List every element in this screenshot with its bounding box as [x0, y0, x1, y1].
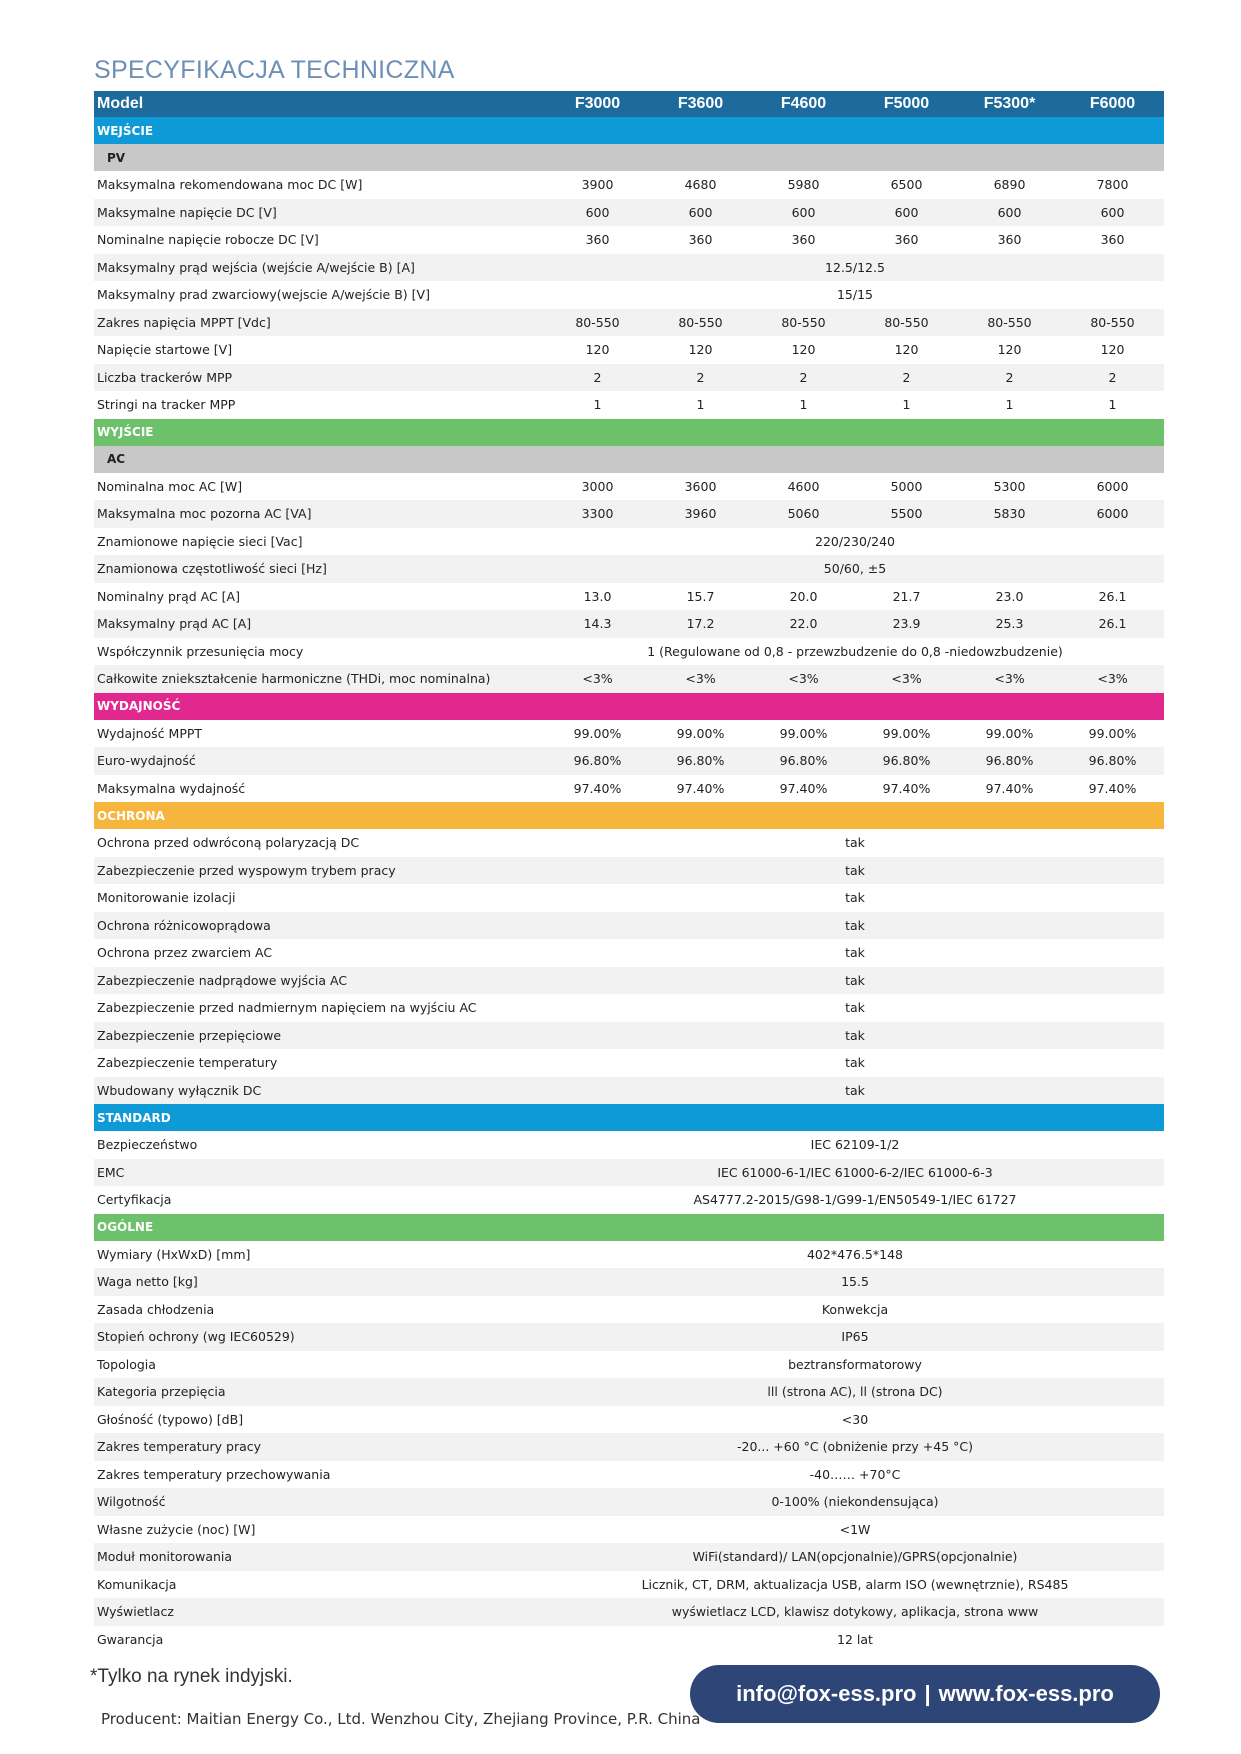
header-model-f5000: F5000 — [855, 91, 958, 117]
cell-value-merged: lll (strona AC), ll (strona DC) — [546, 1378, 1164, 1406]
table-row — [94, 1159, 1164, 1187]
table-header-row — [94, 91, 1164, 117]
row-label: Maksymalna moc pozorna AC [VA] — [94, 500, 546, 528]
cell-value-merged: AS4777.2-2015/G98-1/G99-1/EN50549-1/IEC 61727 — [546, 1186, 1164, 1214]
cell-value: 15.7 — [649, 583, 752, 611]
cell-value: 96.80% — [546, 747, 649, 775]
cell-value: 97.40% — [855, 775, 958, 803]
cell-value: 97.40% — [752, 775, 855, 803]
header-model-f5300: F5300* — [958, 91, 1061, 117]
cell-value-merged: tak — [546, 884, 1164, 912]
cell-value: 97.40% — [1061, 775, 1164, 803]
row-label: Maksymalny prąd wejścia (wejście A/wejście B) [A] — [94, 254, 546, 282]
cell-value-merged: Licznik, CT, DRM, aktualizacja USB, alarm ISO (wewnętrznie), RS485 — [546, 1571, 1164, 1599]
cell-value: 99.00% — [958, 720, 1061, 748]
cell-value: 80-550 — [649, 309, 752, 337]
subsection-label: AC — [94, 446, 1164, 473]
cell-value: 360 — [649, 226, 752, 254]
cell-value-merged: IEC 61000-6-1/IEC 61000-6-2/IEC 61000-6-3 — [546, 1159, 1164, 1187]
cell-value: 3600 — [649, 473, 752, 501]
contact-banner — [690, 1665, 1160, 1723]
cell-value: 80-550 — [546, 309, 649, 337]
cell-value-merged: 1 (Regulowane od 0,8 - przewzbudzenie do 0,8 -niedowzbudzenie) — [546, 638, 1164, 666]
cell-value: 360 — [752, 226, 855, 254]
row-label: Głośność (typowo) [dB] — [94, 1406, 546, 1434]
row-label: Moduł monitorowania — [94, 1543, 546, 1571]
cell-value: 1 — [855, 391, 958, 419]
cell-value-merged: tak — [546, 857, 1164, 885]
table-row — [94, 1323, 1164, 1351]
cell-value: 1 — [752, 391, 855, 419]
row-label: Zakres temperatury przechowywania — [94, 1461, 546, 1489]
row-label: Zabezpieczenie przepięciowe — [94, 1022, 546, 1050]
row-label: Maksymalny prad zwarciowy(wejscie A/wejście B) [V] — [94, 281, 546, 309]
table-row — [94, 1571, 1164, 1599]
cell-value: 600 — [649, 199, 752, 227]
section-label: OGÓLNE — [94, 1214, 1164, 1241]
cell-value: 99.00% — [752, 720, 855, 748]
producer-info: Producent: Maitian Energy Co., Ltd. Wenzhou City, Zhejiang Province, P.R. China — [101, 1710, 701, 1728]
cell-value-merged: 50/60, ±5 — [546, 555, 1164, 583]
cell-value: 120 — [752, 336, 855, 364]
row-label: Certyfikacja — [94, 1186, 546, 1214]
table-row — [94, 226, 1164, 254]
cell-value: 120 — [546, 336, 649, 364]
cell-value: 21.7 — [855, 583, 958, 611]
cell-value: 600 — [855, 199, 958, 227]
cell-value: 360 — [546, 226, 649, 254]
header-model-f3600: F3600 — [649, 91, 752, 117]
footnote: *Tylko na rynek indyjski. — [90, 1666, 293, 1687]
cell-value-merged: tak — [546, 1049, 1164, 1077]
contact-website-link[interactable]: www.fox-ess.pro — [938, 1681, 1114, 1706]
page-title: SPECYFIKACJA TECHNICZNA — [94, 56, 455, 84]
cell-value: 80-550 — [958, 309, 1061, 337]
cell-value: 96.80% — [855, 747, 958, 775]
cell-value: 25.3 — [958, 610, 1061, 638]
cell-value: 14.3 — [546, 610, 649, 638]
cell-value-merged: tak — [546, 829, 1164, 857]
table-row — [94, 1131, 1164, 1159]
row-label: Liczba trackerów MPP — [94, 364, 546, 392]
cell-value-merged: tak — [546, 1022, 1164, 1050]
row-label: EMC — [94, 1159, 546, 1187]
cell-value: 600 — [752, 199, 855, 227]
table-row — [94, 254, 1164, 282]
cell-value: 99.00% — [1061, 720, 1164, 748]
row-label: Waga netto [kg] — [94, 1268, 546, 1296]
table-row — [94, 1049, 1164, 1077]
cell-value: 26.1 — [1061, 610, 1164, 638]
subsection-header — [94, 446, 1164, 473]
table-row — [94, 171, 1164, 199]
subsection-label: PV — [94, 144, 1164, 171]
cell-value: 3000 — [546, 473, 649, 501]
row-label: Nominalny prąd AC [A] — [94, 583, 546, 611]
cell-value: 2 — [752, 364, 855, 392]
row-label: Znamionowa częstotliwość sieci [Hz] — [94, 555, 546, 583]
subsection-header — [94, 144, 1164, 171]
cell-value-merged: <1W — [546, 1516, 1164, 1544]
row-label: Maksymalna rekomendowana moc DC [W] — [94, 171, 546, 199]
table-row — [94, 1268, 1164, 1296]
row-label: Wymiary (HxWxD) [mm] — [94, 1241, 546, 1269]
cell-value: 600 — [546, 199, 649, 227]
cell-value: 96.80% — [1061, 747, 1164, 775]
cell-value: 5000 — [855, 473, 958, 501]
table-row — [94, 1022, 1164, 1050]
cell-value: 360 — [855, 226, 958, 254]
cell-value-merged: 15/15 — [546, 281, 1164, 309]
cell-value: 96.80% — [649, 747, 752, 775]
table-row — [94, 199, 1164, 227]
row-label: Wyświetlacz — [94, 1598, 546, 1626]
table-row — [94, 610, 1164, 638]
cell-value-merged: 15.5 — [546, 1268, 1164, 1296]
cell-value-merged: beztransformatorowy — [546, 1351, 1164, 1379]
cell-value: 6000 — [1061, 500, 1164, 528]
cell-value: 22.0 — [752, 610, 855, 638]
table-row — [94, 281, 1164, 309]
cell-value: 6500 — [855, 171, 958, 199]
row-label: Zabezpieczenie nadprądowe wyjścia AC — [94, 967, 546, 995]
cell-value: 99.00% — [855, 720, 958, 748]
contact-separator: | — [924, 1681, 931, 1706]
table-row — [94, 857, 1164, 885]
cell-value: 1 — [546, 391, 649, 419]
cell-value: <3% — [855, 665, 958, 693]
cell-value: 1 — [1061, 391, 1164, 419]
row-label: Zabezpieczenie temperatury — [94, 1049, 546, 1077]
cell-value-merged: 220/230/240 — [546, 528, 1164, 556]
table-row — [94, 939, 1164, 967]
header-model-f3000: F3000 — [546, 91, 649, 117]
table-row — [94, 1241, 1164, 1269]
cell-value: 6890 — [958, 171, 1061, 199]
cell-value-merged: 0-100% (niekondensująca) — [546, 1488, 1164, 1516]
cell-value: 97.40% — [546, 775, 649, 803]
cell-value: <3% — [1061, 665, 1164, 693]
cell-value-merged: WiFi(standard)/ LAN(opcjonalnie)/GPRS(opcjonalnie) — [546, 1543, 1164, 1571]
header-model-label: Model — [94, 91, 546, 117]
cell-value: 3960 — [649, 500, 752, 528]
table-row — [94, 829, 1164, 857]
contact-email-link[interactable]: info@fox-ess.pro — [736, 1681, 917, 1706]
cell-value: 80-550 — [855, 309, 958, 337]
table-row — [94, 720, 1164, 748]
header-model-f4600: F4600 — [752, 91, 855, 117]
table-row — [94, 1626, 1164, 1654]
table-row — [94, 1598, 1164, 1626]
table-row — [94, 1543, 1164, 1571]
row-label: Euro-wydajność — [94, 747, 546, 775]
header-model-f6000: F6000 — [1061, 91, 1164, 117]
cell-value: 120 — [649, 336, 752, 364]
cell-value: 20.0 — [752, 583, 855, 611]
cell-value: 7800 — [1061, 171, 1164, 199]
row-label: Ochrona różnicowoprądowa — [94, 912, 546, 940]
cell-value-merged: tak — [546, 1077, 1164, 1105]
cell-value-merged: tak — [546, 994, 1164, 1022]
cell-value: 1 — [958, 391, 1061, 419]
cell-value: 360 — [958, 226, 1061, 254]
cell-value: <3% — [958, 665, 1061, 693]
section-header — [94, 1214, 1164, 1241]
cell-value: <3% — [649, 665, 752, 693]
cell-value: 2 — [649, 364, 752, 392]
row-label: Napięcie startowe [V] — [94, 336, 546, 364]
cell-value-merged: tak — [546, 939, 1164, 967]
cell-value: 26.1 — [1061, 583, 1164, 611]
cell-value: 360 — [1061, 226, 1164, 254]
row-label: Zabezpieczenie przed nadmiernym napięciem na wyjściu AC — [94, 994, 546, 1022]
cell-value: 5060 — [752, 500, 855, 528]
cell-value-merged: 402*476.5*148 — [546, 1241, 1164, 1269]
cell-value: 96.80% — [958, 747, 1061, 775]
row-label: Maksymalne napięcie DC [V] — [94, 199, 546, 227]
row-label: Stopień ochrony (wg IEC60529) — [94, 1323, 546, 1351]
table-row — [94, 747, 1164, 775]
cell-value: 120 — [1061, 336, 1164, 364]
cell-value: 99.00% — [546, 720, 649, 748]
cell-value-merged: <30 — [546, 1406, 1164, 1434]
row-label: Znamionowe napięcie sieci [Vac] — [94, 528, 546, 556]
cell-value-merged: -40…… +70°C — [546, 1461, 1164, 1489]
cell-value: 2 — [958, 364, 1061, 392]
cell-value: 2 — [546, 364, 649, 392]
table-row — [94, 336, 1164, 364]
section-label: WEJŚCIE — [94, 117, 1164, 144]
table-row — [94, 1461, 1164, 1489]
section-header — [94, 1104, 1164, 1131]
table-row — [94, 391, 1164, 419]
table-row — [94, 994, 1164, 1022]
table-row — [94, 473, 1164, 501]
cell-value: 5500 — [855, 500, 958, 528]
table-row — [94, 665, 1164, 693]
section-header — [94, 117, 1164, 144]
row-label: Komunikacja — [94, 1571, 546, 1599]
table-row — [94, 638, 1164, 666]
cell-value: 97.40% — [649, 775, 752, 803]
cell-value: 4600 — [752, 473, 855, 501]
cell-value: 17.2 — [649, 610, 752, 638]
section-label: OCHRONA — [94, 802, 1164, 829]
row-label: Ochrona przez zwarciem AC — [94, 939, 546, 967]
cell-value: 600 — [1061, 199, 1164, 227]
row-label: Wydajność MPPT — [94, 720, 546, 748]
cell-value: 5300 — [958, 473, 1061, 501]
cell-value: 4680 — [649, 171, 752, 199]
cell-value-merged: tak — [546, 967, 1164, 995]
section-label: STANDARD — [94, 1104, 1164, 1131]
row-label: Zabezpieczenie przed wyspowym trybem pracy — [94, 857, 546, 885]
spec-table — [94, 91, 1164, 1653]
row-label: Ochrona przed odwróconą polaryzacją DC — [94, 829, 546, 857]
cell-value: 99.00% — [649, 720, 752, 748]
row-label: Całkowite zniekształcenie harmoniczne (THDi, moc nominalna) — [94, 665, 546, 693]
table-row — [94, 583, 1164, 611]
section-header — [94, 419, 1164, 446]
cell-value: <3% — [752, 665, 855, 693]
cell-value-merged: -20... +60 °C (obniżenie przy +45 °C) — [546, 1433, 1164, 1461]
cell-value-merged: IEC 62109-1/2 — [546, 1131, 1164, 1159]
cell-value: 3900 — [546, 171, 649, 199]
row-label: Kategoria przepięcia — [94, 1378, 546, 1406]
row-label: Wilgotność — [94, 1488, 546, 1516]
cell-value: <3% — [546, 665, 649, 693]
cell-value-merged: IP65 — [546, 1323, 1164, 1351]
row-label: Bezpieczeństwo — [94, 1131, 546, 1159]
table-row — [94, 1488, 1164, 1516]
cell-value: 600 — [958, 199, 1061, 227]
section-header — [94, 693, 1164, 720]
cell-value: 2 — [1061, 364, 1164, 392]
cell-value: 80-550 — [1061, 309, 1164, 337]
section-header — [94, 802, 1164, 829]
cell-value-merged: tak — [546, 912, 1164, 940]
row-label: Zakres napięcia MPPT [Vdc] — [94, 309, 546, 337]
cell-value: 5830 — [958, 500, 1061, 528]
table-row — [94, 884, 1164, 912]
table-row — [94, 912, 1164, 940]
row-label: Topologia — [94, 1351, 546, 1379]
table-row — [94, 1516, 1164, 1544]
table-row — [94, 775, 1164, 803]
cell-value-merged: 12.5/12.5 — [546, 254, 1164, 282]
row-label: Zasada chłodzenia — [94, 1296, 546, 1324]
cell-value: 23.9 — [855, 610, 958, 638]
row-label: Własne zużycie (noc) [W] — [94, 1516, 546, 1544]
row-label: Maksymalna wydajność — [94, 775, 546, 803]
cell-value: 23.0 — [958, 583, 1061, 611]
table-row — [94, 1378, 1164, 1406]
row-label: Zakres temperatury pracy — [94, 1433, 546, 1461]
row-label: Maksymalny prąd AC [A] — [94, 610, 546, 638]
table-row — [94, 364, 1164, 392]
cell-value: 80-550 — [752, 309, 855, 337]
cell-value: 6000 — [1061, 473, 1164, 501]
cell-value: 120 — [855, 336, 958, 364]
table-row — [94, 967, 1164, 995]
row-label: Nominalne napięcie robocze DC [V] — [94, 226, 546, 254]
table-row — [94, 1077, 1164, 1105]
table-row — [94, 1433, 1164, 1461]
cell-value-merged: Konwekcja — [546, 1296, 1164, 1324]
table-row — [94, 1186, 1164, 1214]
cell-value-merged: wyświetlacz LCD, klawisz dotykowy, aplikacja, strona www — [546, 1598, 1164, 1626]
row-label: Wbudowany wyłącznik DC — [94, 1077, 546, 1105]
section-label: WYDAJNOŚĆ — [94, 693, 1164, 720]
row-label: Monitorowanie izolacji — [94, 884, 546, 912]
row-label: Nominalna moc AC [W] — [94, 473, 546, 501]
cell-value-merged: 12 lat — [546, 1626, 1164, 1654]
cell-value: 120 — [958, 336, 1061, 364]
table-row — [94, 1296, 1164, 1324]
table-row — [94, 500, 1164, 528]
table-row — [94, 528, 1164, 556]
cell-value: 3300 — [546, 500, 649, 528]
cell-value: 1 — [649, 391, 752, 419]
cell-value: 13.0 — [546, 583, 649, 611]
cell-value: 5980 — [752, 171, 855, 199]
cell-value: 97.40% — [958, 775, 1061, 803]
row-label: Gwarancja — [94, 1626, 546, 1654]
row-label: Współczynnik przesunięcia mocy — [94, 638, 546, 666]
table-row — [94, 1406, 1164, 1434]
table-row — [94, 1351, 1164, 1379]
row-label: Stringi na tracker MPP — [94, 391, 546, 419]
cell-value: 2 — [855, 364, 958, 392]
cell-value: 96.80% — [752, 747, 855, 775]
table-row — [94, 309, 1164, 337]
spec-table-body — [94, 117, 1164, 1653]
table-row — [94, 555, 1164, 583]
section-label: WYJŚCIE — [94, 419, 1164, 446]
